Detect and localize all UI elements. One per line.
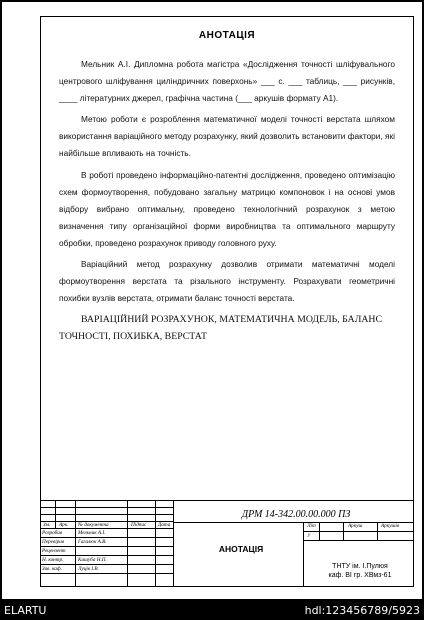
sheet-header-sheet: Аркуш [348, 523, 363, 529]
page-title: АНОТАЦІЯ [198, 30, 256, 41]
footer-handle: hdl:123456789/5923 [304, 604, 420, 617]
role-norm-control: Н. контр. [42, 557, 64, 563]
title-block [41, 500, 413, 586]
col-header-sheet: Арк. [59, 522, 69, 528]
role-checker: Перевірив [42, 539, 65, 545]
document-page [2, 2, 422, 599]
organization-group: каф. ВІ гр. ХВмз-61 [328, 572, 392, 579]
paragraph-goal: Метою роботи є розроблення математичної моделі точності верстата шляхом використання варіаційного методу розрахунку, який дозволить встановити фактори, які найбільше впливають на точність. [59, 114, 396, 159]
role-head: Зав. каф. [42, 566, 62, 572]
col-header-signature: Підпис [131, 522, 147, 528]
role-reviewer: Рецензент [42, 548, 66, 554]
stamp-title: АНОТАЦІЯ [218, 544, 264, 554]
paragraph-research: В роботі проведено інформаційно-патентні дослідження, проведено оптимізацію схем формоутворення, побудовано загальну матрицю компоновок і на основі умов відбору вибрано оптимальну, проведено технологічний розрахунок з метою визначення типу організаційної форми виробництва та оптимального маршруту обробки, проведено розрахунок приводу головного руху. [59, 169, 395, 248]
sheet-header-lit: Літ [307, 523, 316, 529]
col-header-date: Дата [158, 522, 171, 528]
name-checker: Гагалюк А.В. [78, 539, 107, 545]
paragraph-bibliographic: Мельник А.І. Дипломна робота магістра «Дослідження точності шліфувального центрового шліфування циліндричних поверхонь» ___ с. ___ таблиць, ___ рисунків, ____ літературних джерел, графічна частина (___ аркушів формату А1). [59, 59, 395, 104]
col-header-docnum: № документа [78, 522, 109, 528]
document-code: ДРМ 14-342.00.00.000 ПЗ [241, 509, 351, 520]
role-developer: Розробив [42, 530, 63, 536]
name-head: Луців І.В. [78, 566, 99, 572]
sheet-header-sheets: Аркушів [381, 523, 400, 529]
col-header-change: Зм. [43, 522, 51, 528]
keywords: ВАРІАЦІЙНИЙ РОЗРАХУНОК, МАТЕМАТИЧНА МОДЕЛЬ, БАЛАНС ТОЧНОСТІ, ПОХИБКА, ВЕРСТАТ [59, 314, 383, 343]
footer-repository: ELARTU [4, 604, 47, 617]
organization-name: ТНТУ ім. І.Пулюя [332, 563, 388, 570]
page-frame [40, 16, 414, 587]
sheet-value: у [308, 532, 311, 538]
name-developer: Мельник А.І. [78, 530, 106, 536]
organization [307, 562, 413, 580]
abstract-body [59, 56, 395, 349]
name-norm-control: Кашуба Н.П. [78, 557, 107, 563]
paragraph-method: Варіаційний метод розрахунку дозволив отримати математичні моделі формоутворення верстата та різального інструменту. Розрахувати геометричні похибки вузлів верстата, отримати баланс точності верстата. [59, 259, 395, 304]
footer-bar [0, 602, 424, 620]
